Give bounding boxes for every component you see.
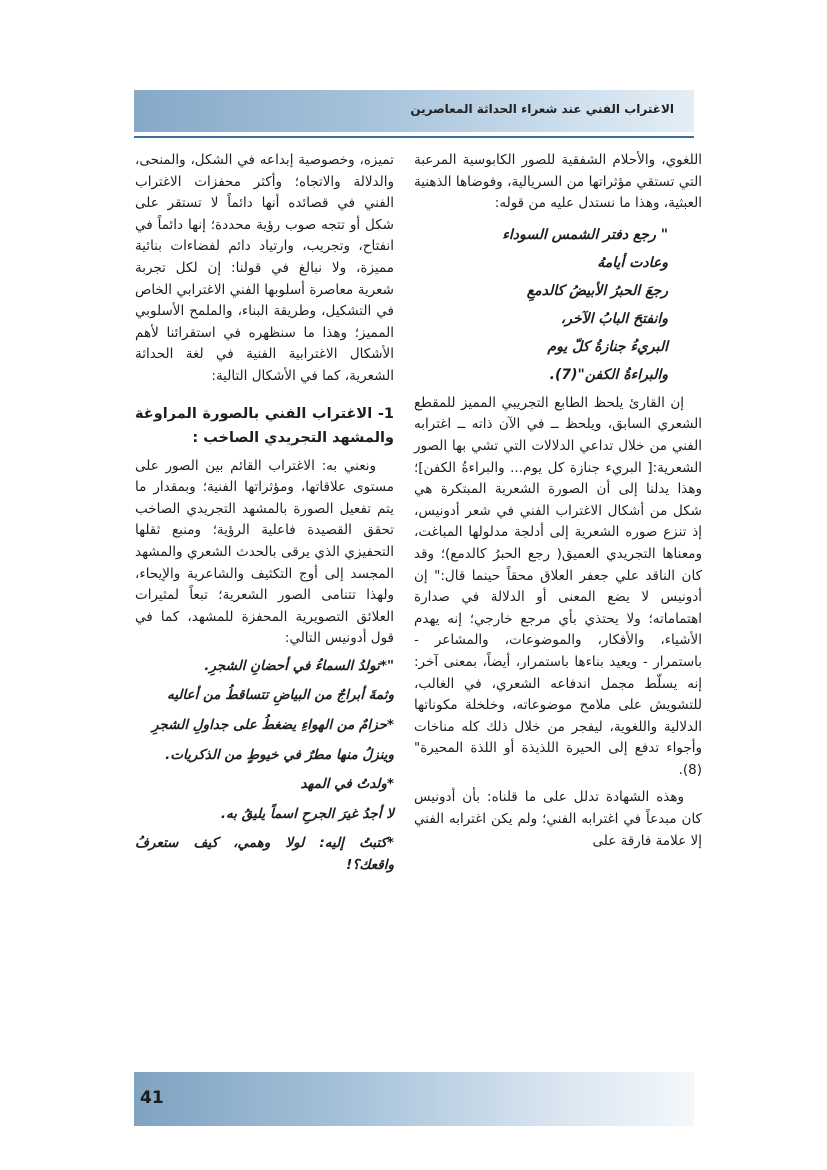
poem-line: وينزلُ منها مطرٌ في خيوطٍ من الذكريات. xyxy=(165,746,394,763)
paragraph: اللغوي، والأحلام الشفقية للصور الكابوسية المرعبة التي تستقي مؤثراتها من السريالية، وفوضاها الذهنية العبثية، وهذا ما نستدل عليه من قوله: xyxy=(414,152,702,212)
poem-line: *كتبتُ إليه: لولا وهمي، كيف ستعرفُ واقعك؟! xyxy=(135,835,394,874)
poem-line: وانفتحَ البابُ الآخر، xyxy=(560,310,668,327)
footer-band xyxy=(134,1072,694,1126)
header-rule xyxy=(134,136,694,138)
poem-line: " رجع دفتر الشمس السوداء xyxy=(502,226,668,243)
poem-line: البريءُ جنازةُ كلّ يوم xyxy=(547,338,668,355)
poem-line: وعادت أيامهُ xyxy=(597,254,668,271)
poem-excerpt xyxy=(414,221,702,389)
right-column xyxy=(414,150,702,858)
paragraph: تميزه، وخصوصية إبداعه في الشكل، والمنحى، والدلالة والاتجاه؛ وأكثر محفزات الاغتراب الفني في قصائده أنها دائماً لا تستقر على شكل أو تتجه صوب رؤية محددة؛ إنها دائماً في انفتاح، وتجريب، وارتياد دائم لفضاءات بنائية مميزة، ولا نبالغ في قولنا: إن لكل تجربة شعرية معاصرة أسلوبها الفني الاغترابي الخاص في التشكيل، وطريقة البناء، والملمح الأسلوبي المميز؛ وهذا ما سنظهره في استقرائنا لأهم الأشكال الاغترابية الفنية في لغة الحداثة الشعرية، كما في الأشكال التالية: xyxy=(135,152,394,384)
paragraph: إن القارئ يلحظ الطابع التجريبي المميز للمقطع الشعري السابق، ويلحظ ــ في الآن ذاته ــ اغترابه الفني من خلال تداعي الدلالات التي تشي بها الصور الشعرية:[ البريء جنازة كل يوم... والبراءةُ الكفن]؛ وهذا يدلنا إلى أن الصورة الشعرية المبتكرة هي شكل من أشكال الاغتراب الفني في شعر أدونيس، إذ تنزع صوره الشعرية إلى أدلجة مدلولها المباغت، ومعناها التجريدي العميق( رجع الحبرُ كالدمع)؛ وقد كان الناقد علي جعفر العلاق محقاً حينما قال:" إن أدونيس لا يضع المعنى أو الدلالة في صدارة اهتماماته؛ ولا يحتذي بأي مرجع خارجي؛ إنه يهدم الأشياء، والأفكار، والموضوعات، والمشاعر - باستمرار - ويعيد بناءها باستمرار، أيضاً، بمعنى آخر: إنه يسلّط مجمل اندفاعه الشعري، في الغالب، للتشويش على ملامح موضوعاته، وخلخلة مكوناتها الدلالية واللغوية، ليفجر من خلال ذلك كله مناخات وأجواء تدفع إلى الحيرة اللذيذة أو اللذة المحيرة"(8). xyxy=(414,394,702,778)
poem-line: والبراءةُ الكفن"(7). xyxy=(549,366,668,383)
poem-excerpt xyxy=(135,656,394,877)
poem-line: *ولدتُ في المهد xyxy=(300,776,394,793)
page-number: 41 xyxy=(140,1088,164,1108)
poem-line: رجعَ الحبرُ الأبيضُ كالدمعِ xyxy=(526,282,668,299)
paragraph: وهذه الشهادة تدلل على ما قلناه: بأن أدونيس كان مبدعاً في اغترابه الفني؛ ولم يكن اغترابه الفني إلا علامة فارقة على xyxy=(414,789,702,849)
poem-line: وثمةَ أبراجٌ من البياضِ تتساقطُ من أعاليه xyxy=(166,687,394,704)
section-heading: 1- الاغتراب الفني بالصورة المراوغة والمشهد التجريدي الصاخب : xyxy=(135,405,394,446)
paragraph: ونعني به: الاغتراب القائم بين الصور على مستوى علاقاتها، ومؤثراتها الفنية؛ وبمقدار ما يتم تفعيل الصورة بالمشهد التجريدي الصاخب تحقق القصيدة فاعلية الرؤية؛ ومنبع ثقلها التحفيزي الذي يرقى بالحدث الشعري والمشهد المجسد إلى أوج التكثيف والشاعرية والإيحاء، ولهذا تتنامى الصور الشعرية؛ تبعاً لمثيرات العلائق التصويرية المحفزة للمشهد، كما في قول أدونيس التالي: xyxy=(135,457,394,647)
poem-line: *حزامٌ من الهواءِ يضغطُ على جداولِ الشجرِ xyxy=(152,717,394,734)
running-header-title: الاغتراب الفني عند شعراء الحداثة المعاصرين xyxy=(410,102,674,116)
poem-line: لا أجدُ غيرَ الجرحِ اسماً يليقُ به. xyxy=(220,805,394,822)
poem-line: "*تولدُ السماءُ في أحضانِ الشجرِ. xyxy=(204,657,394,674)
left-column xyxy=(135,150,394,885)
